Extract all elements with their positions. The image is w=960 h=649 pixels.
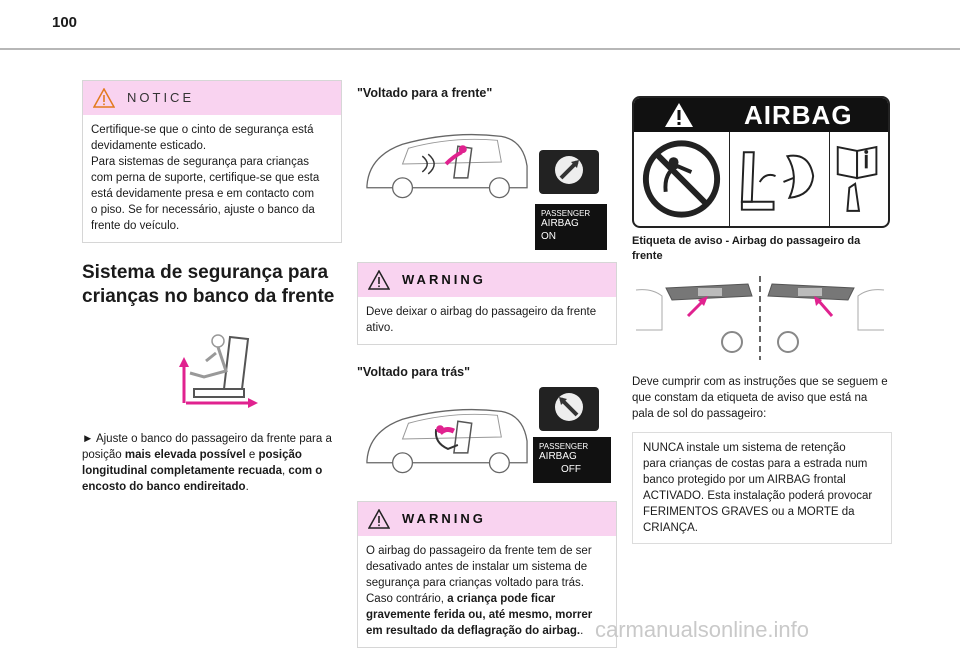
instruction-text: , [282, 465, 289, 477]
airbag-off-label [533, 437, 611, 483]
warning-body-1: Deve deixar o airbag do passageiro da frente ativo. [366, 306, 597, 334]
airbag-state-off: OFF [561, 464, 581, 475]
notice-box [82, 80, 342, 243]
notice-line: frente do veículo. [91, 220, 180, 232]
notice-line: devidamente esticado. [91, 140, 207, 152]
passenger-label: PASSENGER [541, 209, 591, 218]
warning-text: O airbag do passageiro da frente tem de ser desativado antes de instalar um sistema de segurança para crianças voltado para trás. Caso contrário, [366, 545, 592, 605]
warning-triangle-icon [93, 88, 115, 108]
notice-body [83, 115, 341, 242]
warning-body-2 [358, 536, 616, 647]
car-rear-illustration [363, 401, 531, 481]
section-title [82, 261, 342, 309]
airbag-label-panels [634, 132, 888, 226]
watermark: carmanualsonline.info [595, 617, 810, 642]
no-rear-facing-seat-icon [634, 132, 730, 226]
seat-airbag-deploy-icon [730, 132, 830, 226]
warning-bold-text: a criança pode ficar gravemente ferida ou, até mesmo, morrer em resultado da deflagração do airbag. [366, 593, 593, 637]
warning-box-2 [357, 501, 617, 648]
airbag-key-switch-off-icon [539, 387, 599, 431]
notice-line: FERIMENTOS GRAVES ou a MORTE da [643, 506, 855, 518]
rear-figure [357, 387, 617, 487]
notice-line: Para sistemas de segurança para crianças [91, 156, 309, 168]
seat-adjust-illustration [144, 331, 264, 411]
section-title-line: crianças no banco da frente [82, 286, 335, 307]
notice-line: o piso. Se for necessário, ajuste o banco da [91, 204, 315, 216]
airbag-label: AIRBAG [541, 218, 579, 229]
airbag-label: AIRBAG [539, 451, 577, 462]
notice-line: banco protegido por um AIRBAG frontal [643, 474, 846, 486]
column-middle [357, 80, 617, 648]
airbag-label-caption: Etiqueta de aviso - Airbag do passageiro da frente [632, 235, 861, 262]
notice-title: NOTICE [127, 90, 195, 105]
header-rule [0, 48, 960, 50]
instruction-paragraph [82, 431, 342, 495]
sun-visor-illustration [632, 270, 888, 366]
airbag-label-header [634, 98, 888, 132]
rear-facing-heading: "Voltado para trás" [357, 365, 471, 379]
notice-line: Certifique-se que o cinto de segurança está [91, 124, 314, 136]
notice-line: está devidamente presa e em contacto com [91, 188, 315, 200]
airbag-state-on: ON [541, 231, 556, 242]
instruction-bold: mais elevada possível [124, 449, 246, 461]
notice-header [83, 81, 341, 115]
warning-header-1 [358, 263, 616, 297]
notice-line: com perna de suporte, certifique-se que esta [91, 172, 320, 184]
column-left [82, 80, 342, 495]
read-manual-icon [830, 132, 888, 226]
airbag-warning-label [632, 96, 890, 228]
sun-visor-notice-box [632, 432, 892, 544]
notice-line: CRIANÇA. [643, 522, 698, 534]
instruction-text: . [245, 481, 249, 493]
column-right [632, 96, 892, 544]
notice-line: NUNCA instale um sistema de retenção [643, 442, 846, 454]
instruction-bold: com o encosto do banco endireitado [82, 465, 323, 493]
airbag-on-label [535, 204, 607, 250]
section-title-line: Sistema de segurança para [82, 262, 329, 283]
airbag-label-title: AIRBAG [744, 99, 853, 130]
notice-line: ACTIVADO. Esta instalação poderá provocar [643, 490, 873, 502]
airbag-key-switch-on-icon [539, 150, 599, 194]
page-number: 100 [52, 14, 78, 31]
instruction-text: ► Ajuste o banco do passageiro da frente para a posição [82, 433, 332, 461]
warning-title-2: WARNING [402, 511, 486, 526]
warning-triangle-icon [368, 509, 390, 529]
warning-title-1: WARNING [402, 272, 486, 287]
passenger-label: PASSENGER [539, 442, 589, 451]
notice-line: para crianças de costas para a estrada num [643, 458, 868, 470]
instruction-paragraph: Deve cumprir com as instruções que se seguem e que constam da etiqueta de aviso que está na pala de sol do passageiro: [632, 376, 888, 420]
warning-triangle-icon [664, 102, 694, 128]
forward-figure [357, 114, 617, 242]
warning-box-1 [357, 262, 617, 345]
car-forward-illustration [363, 126, 531, 206]
instruction-text: e [245, 449, 259, 461]
instruction-bold: posição longitudinal completamente recuada [82, 449, 302, 477]
warning-text: . [580, 625, 584, 637]
warning-triangle-icon [368, 270, 390, 290]
warning-header-2 [358, 502, 616, 536]
forward-facing-heading: "Voltado para a frente" [357, 86, 493, 100]
